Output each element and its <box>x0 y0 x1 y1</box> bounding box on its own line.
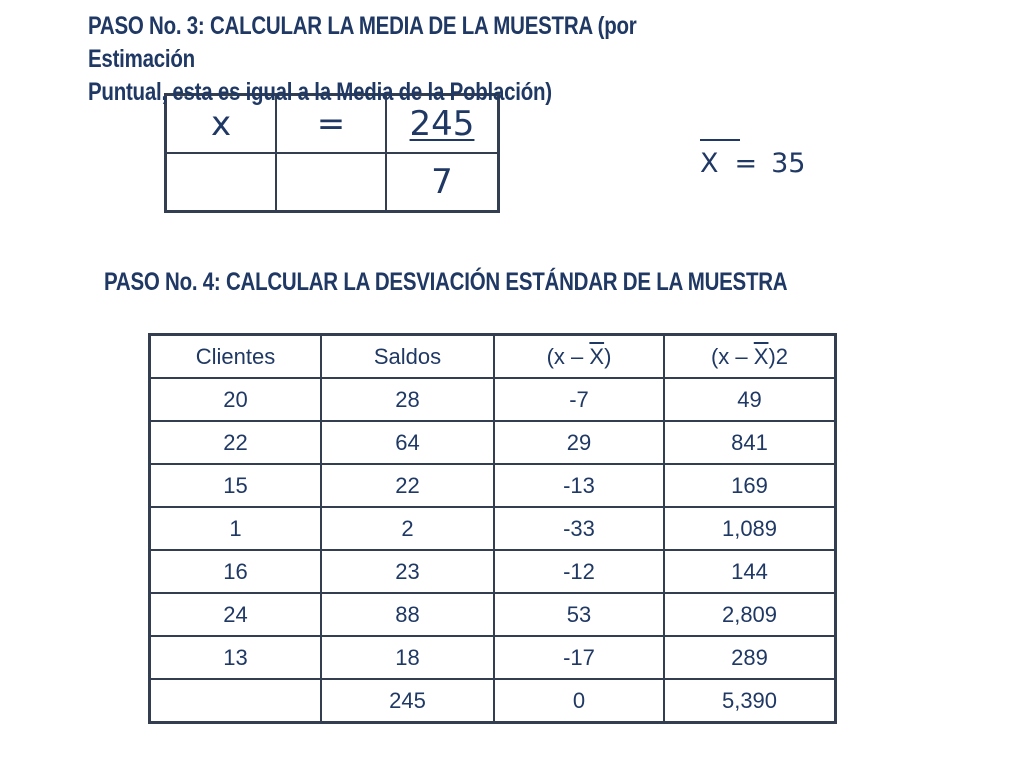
cell-clientes: 22 <box>150 421 322 464</box>
header-deviation <box>494 335 664 379</box>
cell-deviation: -33 <box>494 507 664 550</box>
total-saldos: 245 <box>321 679 494 723</box>
mean-numerator: 245 <box>409 104 475 144</box>
table-totals-row <box>150 679 836 723</box>
cell-deviation: -17 <box>494 636 664 679</box>
cell-squared-deviation: 1,089 <box>664 507 836 550</box>
cell-squared-deviation: 841 <box>664 421 836 464</box>
cell-clientes: 15 <box>150 464 322 507</box>
cell-deviation: 29 <box>494 421 664 464</box>
cell-squared-deviation: 289 <box>664 636 836 679</box>
table-row <box>150 636 836 679</box>
header-clientes: Clientes <box>150 335 322 379</box>
mean-operator: = <box>316 104 346 144</box>
table-row <box>150 421 836 464</box>
header-squared-prefix: (x – <box>710 343 754 369</box>
deviation-table <box>148 333 837 724</box>
cell-clientes: 24 <box>150 593 322 636</box>
mean-result-value: 35 <box>771 148 806 179</box>
table-header-row <box>150 335 836 379</box>
cell-squared-deviation: 144 <box>664 550 836 593</box>
header-deviation-prefix: (x – <box>546 343 590 369</box>
cell-saldos: 22 <box>321 464 494 507</box>
mean-result-equals: = <box>734 148 758 179</box>
cell-saldos: 28 <box>321 378 494 421</box>
table-row <box>150 550 836 593</box>
cell-saldos: 2 <box>321 507 494 550</box>
empty-cell <box>166 153 277 212</box>
table-row <box>150 507 836 550</box>
cell-clientes: 1 <box>150 507 322 550</box>
cell-clientes <box>150 679 322 723</box>
cell-deviation: -13 <box>494 464 664 507</box>
header-squared-xbar: $\overline{X}$ <box>753 343 769 369</box>
total-squared-deviation: 5,390 <box>664 679 836 723</box>
cell-saldos: 88 <box>321 593 494 636</box>
mean-denominator-cell <box>386 153 499 212</box>
mean-result <box>700 148 805 179</box>
total-deviation: 0 <box>494 679 664 723</box>
step4-title: PASO No. 4: CALCULAR LA DESVIACIÓN ESTÁNDAR DE LA MUESTRA <box>104 268 788 296</box>
table-row <box>150 593 836 636</box>
header-deviation-suffix: ) <box>604 343 612 369</box>
cell-deviation: -12 <box>494 550 664 593</box>
cell-deviation: -7 <box>494 378 664 421</box>
step3-title <box>88 10 637 109</box>
header-squared-deviation <box>664 335 836 379</box>
cell-clientes: 16 <box>150 550 322 593</box>
step3-title-line3: Puntual, esta es igual a la Media de la Población) <box>88 78 552 106</box>
mean-denominator: 7 <box>431 162 453 202</box>
empty-cell <box>276 153 386 212</box>
cell-deviation: 53 <box>494 593 664 636</box>
mean-formula-grid <box>164 93 500 213</box>
header-squared-suffix: )2 <box>768 343 789 369</box>
table-row <box>150 464 836 507</box>
cell-squared-deviation: 2,809 <box>664 593 836 636</box>
header-saldos: Saldos <box>321 335 494 379</box>
mean-symbol: x <box>210 104 232 144</box>
cell-saldos: 64 <box>321 421 494 464</box>
cell-saldos: 18 <box>321 636 494 679</box>
cell-clientes: 20 <box>150 378 322 421</box>
step3-title-line1: PASO No. 3: CALCULAR LA MEDIA DE LA MUESTRA (por <box>88 12 637 40</box>
cell-squared-deviation: 49 <box>664 378 836 421</box>
mean-result-symbol: X <box>700 148 719 179</box>
cell-clientes: 13 <box>150 636 322 679</box>
step3-title-line2: Estimación <box>88 45 195 73</box>
cell-squared-deviation: 169 <box>664 464 836 507</box>
table-row <box>150 378 836 421</box>
header-deviation-xbar: $\overline{X}$ <box>589 343 605 369</box>
cell-saldos: 23 <box>321 550 494 593</box>
